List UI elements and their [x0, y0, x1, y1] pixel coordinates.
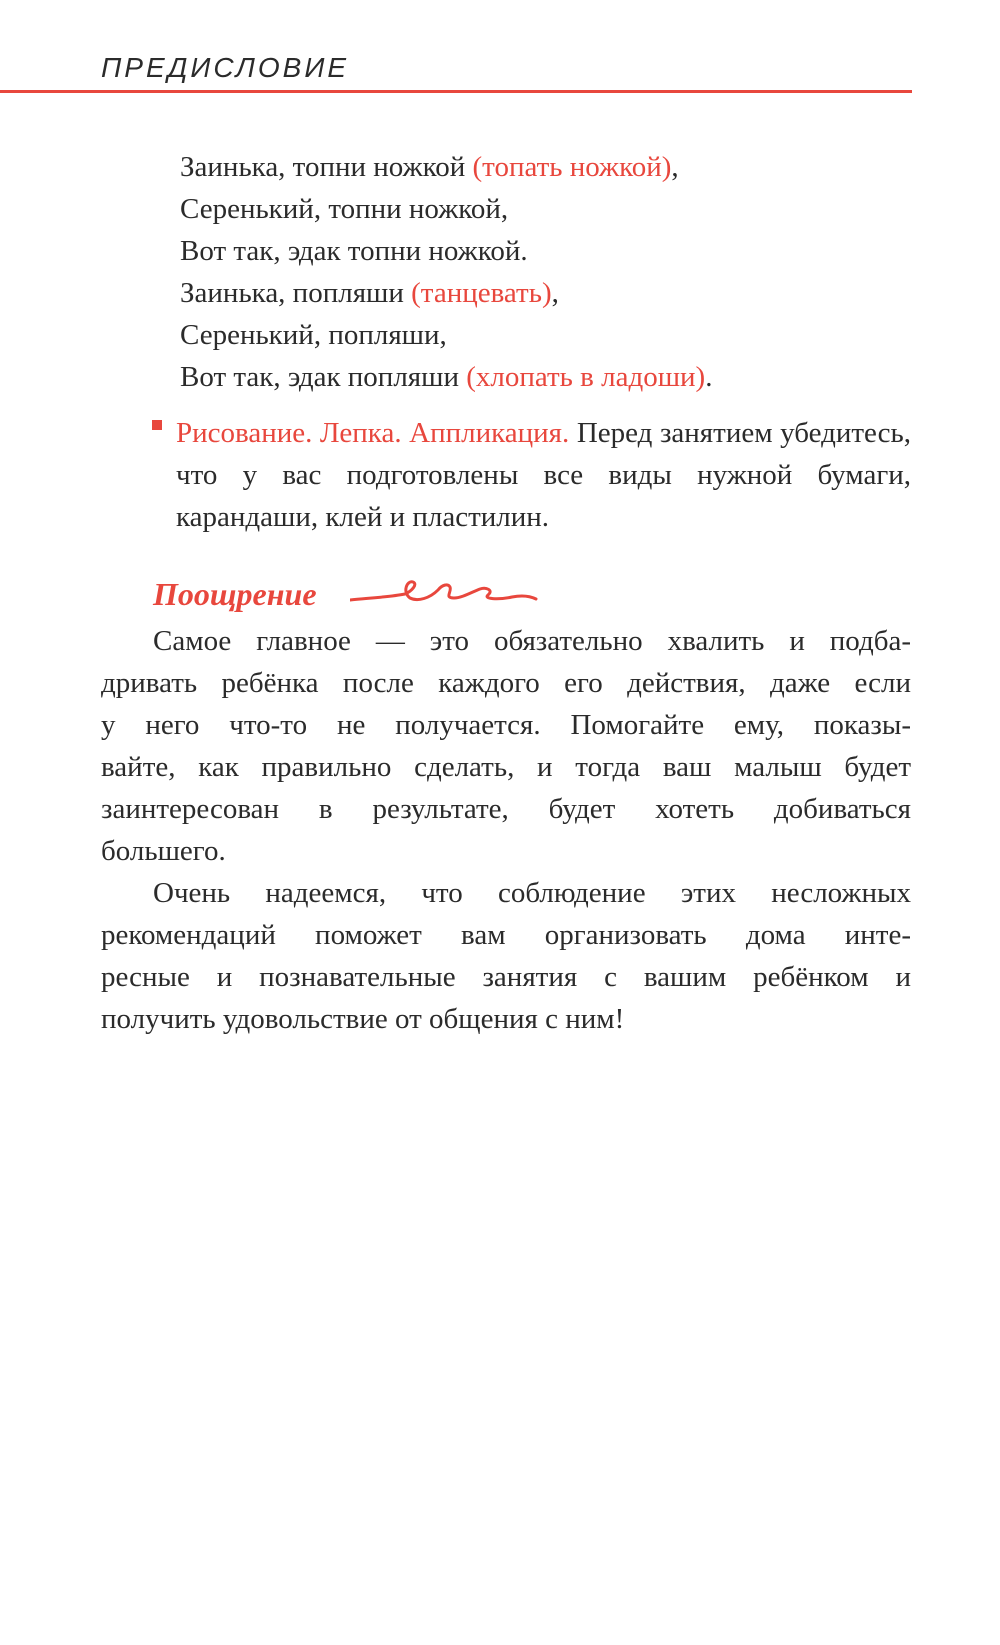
- poem: [180, 146, 712, 398]
- paragraph-line: большего.: [101, 835, 226, 867]
- action-note: (топать ножкой): [472, 151, 672, 183]
- paragraph-closing: [101, 872, 911, 1040]
- paragraph-line: получить удовольствие от общения с ним!: [101, 1003, 625, 1035]
- header-rule: [0, 90, 912, 93]
- paragraph-line: ресные и познавательные занятия с вашим ребёнком и: [101, 961, 911, 993]
- bullet-square-icon: [152, 420, 162, 430]
- poem-line: Серенький, попляши,: [180, 319, 447, 351]
- bullet-lead: Рисование. Лепка. Аппликация.: [176, 417, 570, 449]
- poem-line: Заинька, топни ножкой (топать ножкой),: [180, 151, 679, 183]
- paragraph-encouragement: [101, 620, 911, 872]
- paragraph-line: рекомендаций поможет вам организовать дома инте-: [101, 919, 911, 951]
- paragraph-line: вайте, как правильно сделать, и тогда ваш малыш будет: [101, 751, 911, 783]
- action-note: (танцевать): [411, 277, 552, 309]
- paragraph-line: Самое главное — это обязательно хвалить и подба-: [153, 625, 911, 657]
- bullet-paragraph: Рисование. Лепка. Аппликация. Перед занятием убедитесь, что у вас подготовлены все виды нужной бумаги, карандаши, клей и пластилин.: [176, 417, 912, 533]
- poem-line: Серенький, топни ножкой,: [180, 193, 509, 225]
- paragraph-line: у него что-то не получается. Помогайте ему, показы-: [101, 709, 911, 741]
- poem-line: Вот так, эдак попляши (хлопать в ладоши).: [180, 361, 713, 393]
- flourish-ornament-icon: [350, 578, 540, 610]
- paragraph-line: заинтересован в результате, будет хотеть добиваться: [101, 793, 911, 825]
- paragraph-line: Очень надеемся, что соблюдение этих несложных: [153, 877, 911, 909]
- poem-line: Заинька, попляши (танцевать),: [180, 277, 559, 309]
- action-note: (хлопать в ладоши): [466, 361, 706, 393]
- poem-line: Вот так, эдак топни ножкой.: [180, 235, 528, 267]
- section-heading: Поощрение: [153, 576, 317, 612]
- paragraph-line: дривать ребёнка после каждого его действия, даже если: [101, 667, 911, 699]
- running-header: ПРЕДИСЛОВИЕ: [101, 52, 350, 83]
